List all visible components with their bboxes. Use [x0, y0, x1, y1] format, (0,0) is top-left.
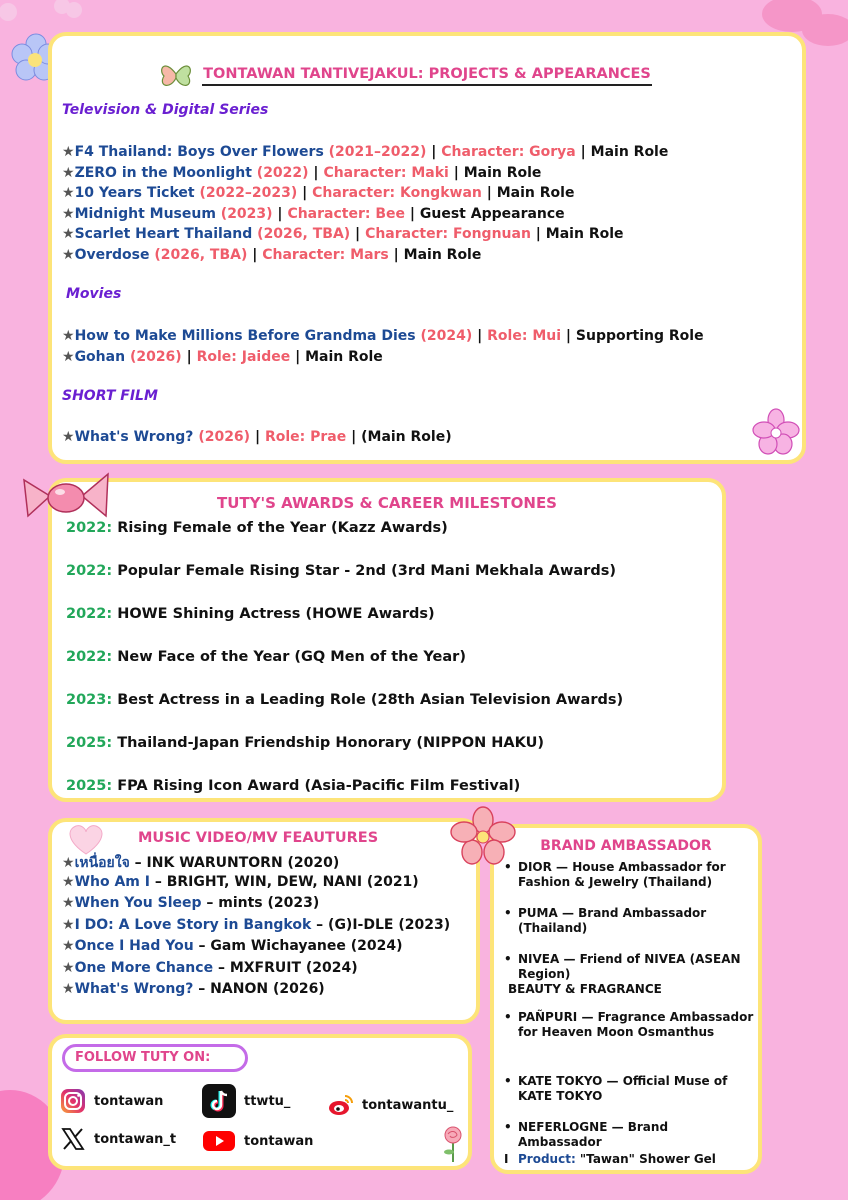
- awards-title: TUTY'S AWARDS & CAREER MILESTONES: [216, 494, 557, 512]
- award-year: 2022:: [66, 520, 113, 536]
- brand-card: [490, 824, 762, 1174]
- brand-item: [504, 1010, 754, 1040]
- award-text: Thailand-Japan Friendship Honorary (NIPPON HAKU): [117, 735, 544, 751]
- mv-item: [62, 895, 319, 911]
- star-icon: ★: [62, 873, 75, 890]
- project-character: Character: Mars: [262, 246, 389, 263]
- project-item: ★How to Make Millions Before Grandma Dies (2024) | Role: Mui | Supporting Role: [62, 328, 704, 344]
- award-item: [66, 692, 623, 708]
- award-year: 2025:: [66, 778, 113, 794]
- mv-item: [62, 960, 358, 976]
- brand-product: [504, 1152, 754, 1167]
- brand-item: [504, 860, 754, 890]
- award-text: Popular Female Rising Star - 2nd (3rd Mani Mekhala Awards): [117, 563, 616, 579]
- award-item: [66, 649, 466, 665]
- award-year: 2025:: [66, 735, 113, 751]
- section-title-movies: Movies: [66, 286, 122, 302]
- instagram-icon: [60, 1088, 86, 1114]
- project-role: Main Role: [496, 185, 575, 201]
- mv-artist: – MXFRUIT (2024): [213, 959, 358, 976]
- awards-card: [48, 478, 726, 802]
- award-year: 2022:: [66, 606, 113, 622]
- section-title-short-film: SHORT FILM: [62, 388, 158, 404]
- mv-artist: – NANON (2026): [193, 981, 325, 997]
- project-title: 10 Years Ticket: [74, 185, 195, 201]
- bullet-icon: •: [504, 952, 512, 966]
- star-icon: ★: [62, 981, 75, 997]
- award-item: [66, 563, 616, 579]
- award-item: [66, 520, 448, 536]
- project-role: Main Role: [590, 144, 669, 160]
- star-icon: ★: [62, 226, 75, 242]
- section-title-tv: Television & Digital Series: [62, 102, 269, 118]
- project-title: What's Wrong?: [74, 429, 194, 445]
- award-text: FPA Rising Icon Award (Asia-Pacific Film Festival): [117, 778, 521, 794]
- award-item: [66, 606, 435, 622]
- project-title: ZERO in the Moonlight: [74, 164, 252, 181]
- project-item: ★Gohan (2026) | Role: Jaidee | Main Role: [62, 348, 383, 365]
- mv-artist: – (G)I-DLE (2023): [311, 916, 451, 933]
- mv-song: I DO: A Love Story in Bangkok: [74, 916, 312, 933]
- brand-text: DIOR — House Ambassador for Fashion & Jewelry (Thailand): [518, 860, 726, 889]
- mv-artist: – INK WARUNTORN (2020): [129, 855, 340, 871]
- brand-subheading: BEAUTY & FRAGRANCE: [508, 982, 662, 996]
- weibo-handle: tontawantu_: [362, 1097, 454, 1113]
- mv-song: เหนื่อยใจ: [74, 855, 130, 871]
- tiktok-icon: [202, 1084, 236, 1118]
- project-year: (2026, TBA): [154, 246, 248, 263]
- project-item: ★10 Years Ticket (2022–2023) | Character: Kongkwan | Main Role: [62, 185, 575, 201]
- award-year: 2022:: [66, 649, 113, 665]
- page-title: TONTAWAN TANTIVEJAKUL: PROJECTS & APPEARANCES: [202, 66, 652, 86]
- project-item: ★Overdose (2026, TBA) | Character: Mars | Main Role: [62, 246, 482, 263]
- project-role: Main Role: [403, 246, 482, 263]
- project-item: ★F4 Thailand: Boys Over Flowers (2021–2022) | Character: Gorya | Main Role: [62, 144, 669, 160]
- star-icon: ★: [62, 144, 75, 160]
- mv-item: [62, 852, 339, 874]
- award-year: 2022:: [66, 563, 113, 579]
- product-value: "Tawan" Shower Gel: [575, 1152, 716, 1166]
- bullet-icon: •: [504, 860, 512, 874]
- project-role: Main Role: [463, 164, 542, 181]
- x-handle: tontawan_t: [94, 1131, 177, 1147]
- tiktok-handle: ttwtu_: [244, 1093, 291, 1109]
- bullet-icon: •: [504, 1074, 512, 1088]
- heart-icon: [66, 822, 106, 856]
- brand-text: PUMA — Brand Ambassador (Thailand): [518, 906, 707, 935]
- weibo-link[interactable]: [328, 1092, 453, 1118]
- award-item: [66, 735, 544, 751]
- project-item: ★Midnight Museum (2023) | Character: Bee | Guest Appearance: [62, 205, 565, 222]
- instagram-link[interactable]: [60, 1088, 163, 1114]
- project-character: Character: Kongkwan: [312, 185, 482, 201]
- mv-song: Who Am I: [74, 873, 150, 890]
- music-card: [48, 818, 480, 1024]
- flower-icon: [450, 806, 516, 868]
- candy-icon: [20, 462, 112, 532]
- star-icon: ★: [62, 164, 75, 181]
- brand-item: [504, 1120, 754, 1150]
- project-year: (2022): [256, 164, 309, 181]
- youtube-link[interactable]: [202, 1128, 313, 1154]
- mv-item: [62, 938, 403, 954]
- star-icon: ★: [62, 916, 75, 933]
- project-character: Character: Bee: [287, 205, 406, 222]
- project-character: Role: Mui: [487, 328, 562, 344]
- star-icon: ★: [62, 185, 75, 201]
- award-text: Rising Female of the Year (Kazz Awards): [117, 520, 448, 536]
- mv-song: When You Sleep: [74, 895, 202, 911]
- mv-item: [62, 917, 450, 933]
- award-text: Best Actress in a Leading Role (28th Asian Television Awards): [117, 692, 624, 708]
- youtube-handle: tontawan: [244, 1133, 314, 1149]
- award-text: HOWE Shining Actress (HOWE Awards): [117, 606, 435, 622]
- mv-artist: – BRIGHT, WIN, DEW, NANI (2021): [149, 873, 419, 890]
- brand-text: NEFERLOGNE — Brand Ambassador: [518, 1120, 669, 1149]
- star-icon: ★: [62, 348, 75, 365]
- star-icon: ★: [62, 938, 75, 954]
- x-link[interactable]: [60, 1126, 176, 1152]
- project-title: Scarlet Heart Thailand: [74, 226, 253, 242]
- product-label: Product:: [518, 1152, 576, 1166]
- mv-artist: – mints (2023): [201, 895, 320, 911]
- project-role: Guest Appearance: [419, 205, 565, 222]
- award-year: 2023:: [66, 692, 113, 708]
- project-role: Main Role: [305, 348, 383, 365]
- project-year: (2022–2023): [199, 185, 298, 201]
- star-icon: ★: [62, 205, 75, 222]
- star-icon: ★: [62, 246, 75, 263]
- project-role: (Main Role): [361, 429, 452, 445]
- mv-song: Once I Had You: [74, 938, 194, 954]
- follow-card: [48, 1034, 472, 1170]
- project-title: How to Make Millions Before Grandma Dies: [74, 328, 416, 344]
- project-character: Role: Jaidee: [196, 348, 291, 365]
- project-role: Supporting Role: [575, 328, 704, 344]
- project-character: Character: Gorya: [441, 144, 576, 160]
- mv-song: One More Chance: [74, 959, 214, 976]
- project-year: (2026, TBA): [257, 226, 351, 242]
- project-character: Character: Fongnuan: [365, 226, 531, 242]
- project-year: (2024): [420, 328, 473, 344]
- butterfly-icon: [158, 56, 194, 92]
- star-icon: ★: [62, 429, 75, 445]
- follow-title: FOLLOW TUTY ON:: [62, 1044, 248, 1072]
- project-title: Gohan: [74, 348, 126, 365]
- project-item: ★ZERO in the Moonlight (2022) | Character: Maki | Main Role: [62, 164, 542, 181]
- project-year: (2023): [220, 205, 273, 222]
- flower-icon: [752, 408, 800, 456]
- bullet-icon: •: [504, 1120, 512, 1134]
- brand-item: [504, 952, 754, 982]
- projects-card: [48, 32, 806, 464]
- star-icon: ★: [62, 328, 75, 344]
- brand-text: KATE TOKYO — Official Muse of KATE TOKYO: [518, 1074, 728, 1103]
- mv-item: [62, 981, 325, 997]
- project-title: Overdose: [74, 246, 150, 263]
- weibo-icon: [328, 1092, 354, 1118]
- product-bullet: I: [504, 1152, 509, 1166]
- star-icon: ★: [62, 959, 75, 976]
- rose-icon: [438, 1124, 468, 1164]
- music-title: MUSIC VIDEO/MV FEAUTURES: [138, 830, 379, 846]
- brand-text: PAÑPURI — Fragrance Ambassador for Heaven Moon Osmanthus: [518, 1010, 754, 1039]
- project-title: Midnight Museum: [74, 205, 216, 222]
- project-year: (2026): [129, 348, 182, 365]
- brand-title: BRAND AMBASSADOR: [540, 838, 712, 854]
- tiktok-link[interactable]: [202, 1084, 290, 1118]
- project-character: Character: Maki: [323, 164, 449, 181]
- mv-song: What's Wrong?: [74, 981, 194, 997]
- brand-text: NIVEA — Friend of NIVEA (ASEAN Region): [518, 952, 741, 981]
- x-icon: [60, 1126, 86, 1152]
- star-icon: ★: [62, 855, 75, 871]
- project-title: F4 Thailand: Boys Over Flowers: [74, 144, 324, 160]
- project-item: ★Scarlet Heart Thailand (2026, TBA) | Character: Fongnuan | Main Role: [62, 226, 624, 242]
- mv-artist: – Gam Wichayanee (2024): [193, 938, 403, 954]
- youtube-icon: [202, 1128, 236, 1154]
- project-year: (2021–2022): [328, 144, 427, 160]
- award-item: [66, 778, 520, 794]
- bullet-icon: •: [504, 1010, 512, 1024]
- project-year: (2026): [198, 429, 251, 445]
- project-role: Main Role: [545, 226, 624, 242]
- brand-item: [504, 906, 754, 936]
- brand-item: [504, 1074, 754, 1104]
- award-text: New Face of the Year (GQ Men of the Year): [117, 649, 466, 665]
- mv-item: [62, 874, 419, 890]
- project-item: ★What's Wrong? (2026) | Role: Prae | (Main Role): [62, 429, 452, 445]
- bullet-icon: •: [504, 906, 512, 920]
- instagram-handle: tontawan: [94, 1093, 164, 1109]
- star-icon: ★: [62, 895, 75, 911]
- project-character: Role: Prae: [264, 429, 347, 445]
